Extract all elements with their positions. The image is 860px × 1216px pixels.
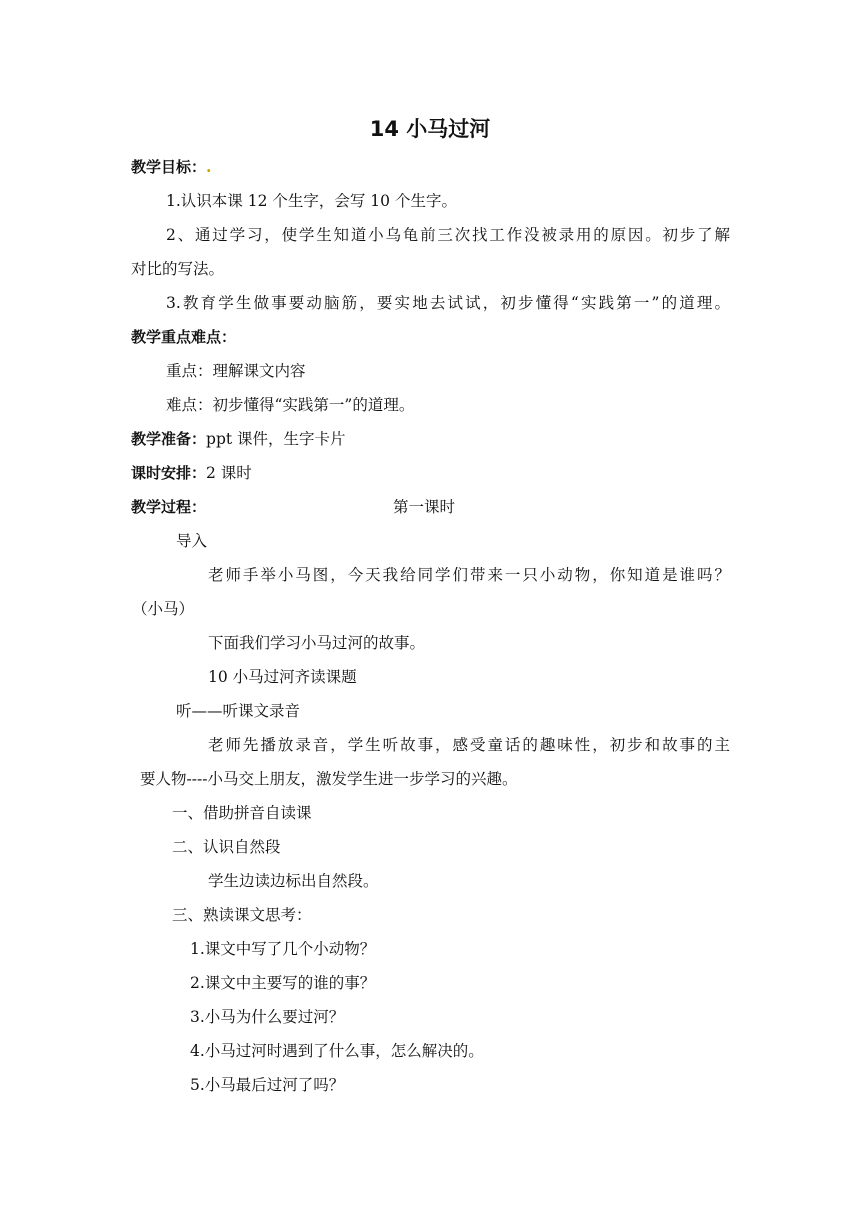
intro-text-line-2: （小马）: [132, 600, 195, 618]
key-heading: 教学重点难点：: [131, 328, 237, 346]
goal-1: 1.认识本课 12 个生字，会写 10 个生字。: [166, 192, 457, 210]
prep-row: [131, 428, 346, 450]
goal-3: 3.教育学生做事要动脑筋，要实地去试试，初步懂得“实践第一”的道理。: [166, 294, 730, 312]
schedule-value: 2 课时: [206, 464, 252, 482]
lesson-label: 第一课时: [393, 498, 456, 516]
question-item: 1.课文中写了几个小动物？: [190, 940, 376, 958]
listen-text-line-1: 老师先播放录音，学生听故事，感受童话的趣味性，初步和故事的主: [208, 736, 730, 754]
intro-text-line-1: 老师手举小马图，今天我给同学们带来一只小动物，你知道是谁吗？: [208, 566, 730, 584]
story-text: 下面我们学习小马过河的故事。: [208, 634, 426, 652]
step-2: 二、认识自然段: [172, 838, 281, 856]
listen-heading: 听——听课文录音: [176, 702, 301, 720]
step-1: 一、借助拼音自读课: [172, 804, 312, 822]
question-item: 5.小马最后过河了吗？: [190, 1076, 345, 1094]
step-3: 三、熟读课文思考：: [172, 906, 312, 924]
document-title: 14 小马过河: [369, 117, 491, 141]
goals-heading: 教学目标：: [131, 158, 207, 176]
prep-label: 教学准备：: [131, 430, 207, 448]
goals-heading-row: [131, 156, 211, 178]
read-title: 10 小马过河齐读课题: [208, 668, 357, 686]
question-item: 2.课文中主要写的谁的事？: [190, 974, 376, 992]
listen-text-line-2: 要人物----小马交上朋友，激发学生进一步学习的兴趣。: [140, 770, 518, 788]
question-item: 4.小马过河时遇到了什么事，怎么解决的。: [190, 1042, 484, 1060]
difficult-point: 难点：初步懂得“实践第一”的道理。: [166, 396, 415, 414]
prep-value: ppt 课件，生字卡片: [206, 430, 346, 448]
schedule-row: [131, 462, 252, 484]
goal-2-line-1: 2、通过学习，使学生知道小乌龟前三次找工作没被录用的原因。初步了解: [166, 226, 730, 244]
process-label: 教学过程：: [131, 498, 207, 516]
schedule-label: 课时安排：: [131, 464, 207, 482]
question-item: 3.小马为什么要过河？: [190, 1008, 345, 1026]
goal-2-line-2: 对比的写法。: [131, 260, 225, 278]
key-point: 重点：理解课文内容: [166, 362, 306, 380]
goals-mark: .: [206, 157, 212, 176]
intro-heading: 导入: [176, 532, 208, 550]
step-2-text: 学生边读边标出自然段。: [208, 872, 379, 890]
